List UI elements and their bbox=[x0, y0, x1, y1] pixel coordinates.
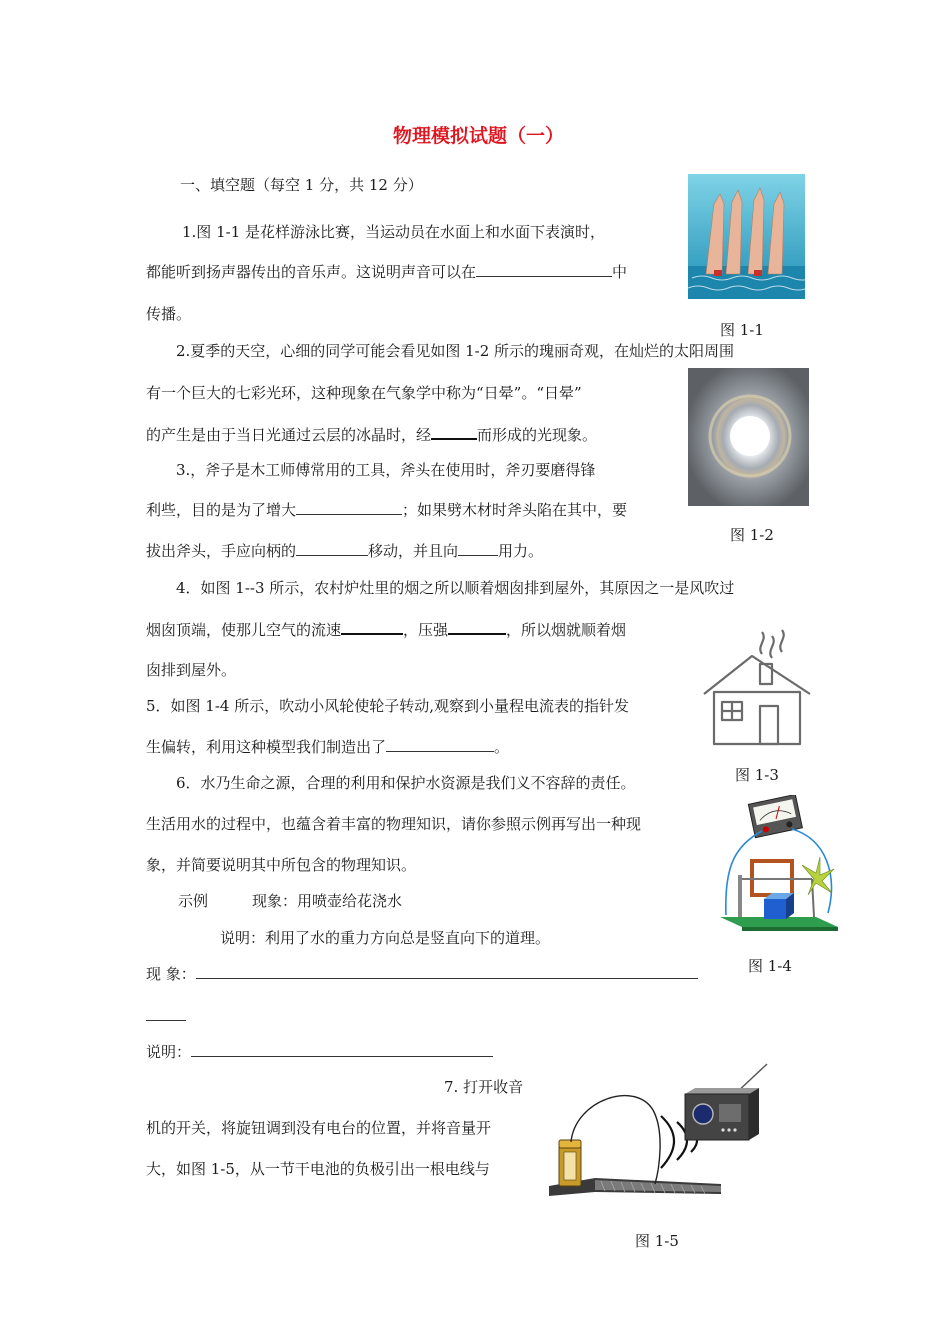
q1-line2: 都能听到扬声器传出的音乐声。这说明声音可以在 中 bbox=[146, 263, 628, 281]
q6-example-phenomenon: 现象：用喷壶给花浇水 bbox=[252, 892, 403, 910]
q6-explain-line: 说明： bbox=[146, 1042, 493, 1062]
q6-phenomenon-line-cont bbox=[146, 1006, 186, 1026]
figure-1-3-house-image bbox=[700, 616, 815, 752]
q2-line2: 有一个巨大的七彩光环，这种现象在气象学中称为“日晕”。“日晕” bbox=[146, 384, 582, 402]
q6-example-explain: 说明：利用了水的重力方向总是竖直向下的道理。 bbox=[220, 929, 551, 947]
q3-line1: 3.，斧子是木工师傅常用的工具，斧头在使用时，斧刃要磨得锋 bbox=[176, 461, 596, 479]
figure-1-1-swimming-image bbox=[688, 174, 805, 299]
phenomenon-answer-field-continued[interactable] bbox=[146, 1006, 186, 1021]
answer-blank[interactable] bbox=[431, 424, 477, 440]
q5-line1: 5．如图 1-4 所示，吹动小风轮使轮子转动,观察到小量程电流表的指针发 bbox=[146, 697, 630, 715]
answer-blank[interactable] bbox=[386, 737, 494, 752]
explain-answer-field[interactable] bbox=[191, 1042, 493, 1057]
phenomenon-answer-field[interactable] bbox=[196, 964, 698, 979]
answer-blank[interactable] bbox=[476, 262, 612, 277]
answer-blank[interactable] bbox=[458, 541, 498, 556]
q4-line1: 4．如图 1--3 所示，农村炉灶里的烟之所以顺着烟囱排到屋外，其原因之一是风吹过 bbox=[176, 579, 735, 597]
section-heading: 一、填空题（每空 1 分，共 12 分） bbox=[180, 176, 423, 194]
q7-line1: 7. 打开收音 bbox=[444, 1078, 524, 1096]
figure-1-4-generator-image bbox=[716, 795, 842, 937]
q6-line1: 6．水乃生命之源，合理的利用和保护水资源是我们义不容辞的责任。 bbox=[176, 774, 636, 792]
figure-1-2-halo-image bbox=[688, 368, 809, 506]
q7-line2: 机的开关，将旋钮调到没有电台的位置，并将音量开 bbox=[146, 1119, 492, 1137]
figure-1-3-caption: 图 1-3 bbox=[735, 766, 779, 784]
q3-line3: 拔出斧头，手应向柄的 移动，并且向 用力。 bbox=[146, 542, 544, 560]
figure-1-5-radio-battery-image bbox=[545, 1060, 775, 1210]
answer-blank[interactable] bbox=[296, 541, 368, 556]
q6-example-label: 示例 bbox=[178, 892, 209, 910]
figure-1-5-caption: 图 1-5 bbox=[635, 1232, 679, 1250]
q4-line2: 烟囱顶端，使那儿空气的流速 ，压强 ，所以烟就顺着烟 bbox=[146, 621, 627, 639]
q7-line3: 大，如图 1-5，从一节干电池的负极引出一根电线与 bbox=[146, 1160, 490, 1178]
q3-line2: 利些，目的是为了增大 ；如果劈木材时斧头陷在其中，要 bbox=[146, 501, 628, 519]
q1-line1: 1.图 1-1 是花样游泳比赛，当运动员在水面上和水面下表演时， bbox=[182, 223, 606, 241]
q4-line3: 囱排到屋外。 bbox=[146, 661, 237, 679]
page-title: 物理模拟试题（一） bbox=[393, 125, 565, 147]
q2-line3: 的产生是由于当日光通过云层的冰晶时，经 而形成的光现象。 bbox=[146, 426, 598, 444]
q6-phenomenon-line: 现 象： bbox=[146, 964, 698, 984]
figure-1-1-caption: 图 1-1 bbox=[720, 321, 764, 339]
figure-1-4-caption: 图 1-4 bbox=[748, 957, 792, 975]
figure-1-2-caption: 图 1-2 bbox=[730, 526, 774, 544]
q2-line1: 2.夏季的天空，心细的同学可能会看见如图 1-2 所示的瑰丽奇观，在灿烂的太阳周围 bbox=[176, 342, 735, 360]
answer-blank[interactable] bbox=[448, 619, 506, 635]
answer-blank[interactable] bbox=[296, 500, 402, 515]
q6-line2: 生活用水的过程中，也蕴含着丰富的物理知识，请你参照示例再写出一种现 bbox=[146, 815, 642, 833]
answer-blank[interactable] bbox=[341, 619, 403, 635]
q1-line3: 传播。 bbox=[146, 305, 192, 323]
q6-line3: 象，并简要说明其中所包含的物理知识。 bbox=[146, 856, 417, 874]
q5-line2: 生偏转，利用这种模型我们制造出了 。 bbox=[146, 738, 510, 756]
